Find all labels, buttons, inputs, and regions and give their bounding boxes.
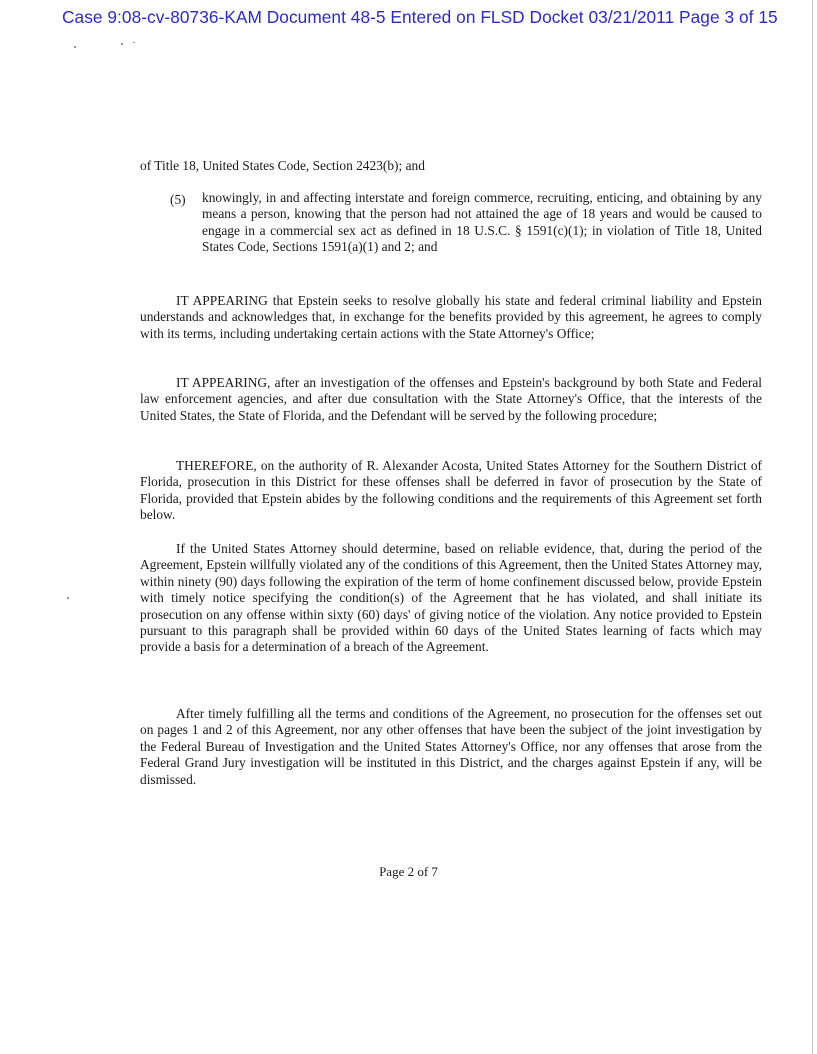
continuation-line: of Title 18, United States Code, Section 2423(b); and [140, 158, 425, 173]
scan-speck [133, 42, 135, 43]
page-number: Page 2 of 7 [379, 864, 438, 879]
scan-edge-line [812, 0, 813, 1054]
paragraph-no-prosecution: After timely fulfilling all the terms and conditions of the Agreement, no prosecution for the offenses set out on pages 1 and 2 of this Agreement, nor any other offenses that have been the subject of the joint investigation by the Federal Bureau of Investigation and the United States Attorney's Office, nor any offenses that arose from the Federal Grand Jury investigation will be instituted in this District, and the charges against Epstein if any, will be dismissed. [140, 706, 762, 787]
list-item-text: knowingly, in and affecting interstate and foreign commerce, recruiting, enticing, and obtaining by any means a person, knowing that the person had not attained the age of 18 years and would be caused to engage in a commercial sex act as defined in 18 U.S.C. § 1591(c)(1); in violation of Title 18, United States Code, Sections 1591(a)(1) and 2; and [202, 190, 762, 255]
list-item-number: (5) [170, 192, 186, 207]
docket-stamp: Case 9:08-cv-80736-KAM Document 48-5 Entered on FLSD Docket 03/21/2011 Page 3 of 15 [62, 7, 778, 27]
paragraph-violation: If the United States Attorney should determine, based on reliable evidence, that, during the period of the Agreement, Epstein willfully violated any of the conditions of this Agreement, then the United States Attorney may, within ninety (90) days following the expiration of the term of home confinement discussed below, provide Epstein with timely notice specifying the condition(s) of the Agreement that he has violated, and shall initiate its prosecution on any offense within sixty (60) days' of giving notice of the violation. Any notice provided to Epstein pursuant to this paragraph shall be provided within 60 days of the United States learning of facts which may provide a basis for a determination of a breach of the Agreement. [140, 541, 762, 655]
scan-speck [74, 46, 76, 48]
scan-speck [121, 43, 123, 45]
paragraph-resolve-globally: IT APPEARING that Epstein seeks to resolve globally his state and federal criminal liability and Epstein understands and acknowledges that, in exchange for the benefits provided by this agreement, he agrees to comply with its terms, including undertaking certain actions with the State Attorney's Office; [140, 293, 762, 341]
scan-speck [67, 597, 69, 599]
paragraph-therefore: THEREFORE, on the authority of R. Alexander Acosta, United States Attorney for the Southern District of Florida, prosecution in this District for these offenses shall be deferred in favor of prosecution by the State of Florida, provided that Epstein abides by the following conditions and the requirements of this Agreement set forth below. [140, 458, 762, 523]
paragraph-investigation: IT APPEARING, after an investigation of the offenses and Epstein's background by both State and Federal law enforcement agencies, and after due consultation with the State Attorney's Office, that the interests of the United States, the State of Florida, and the Defendant will be served by the following procedure; [140, 375, 762, 423]
